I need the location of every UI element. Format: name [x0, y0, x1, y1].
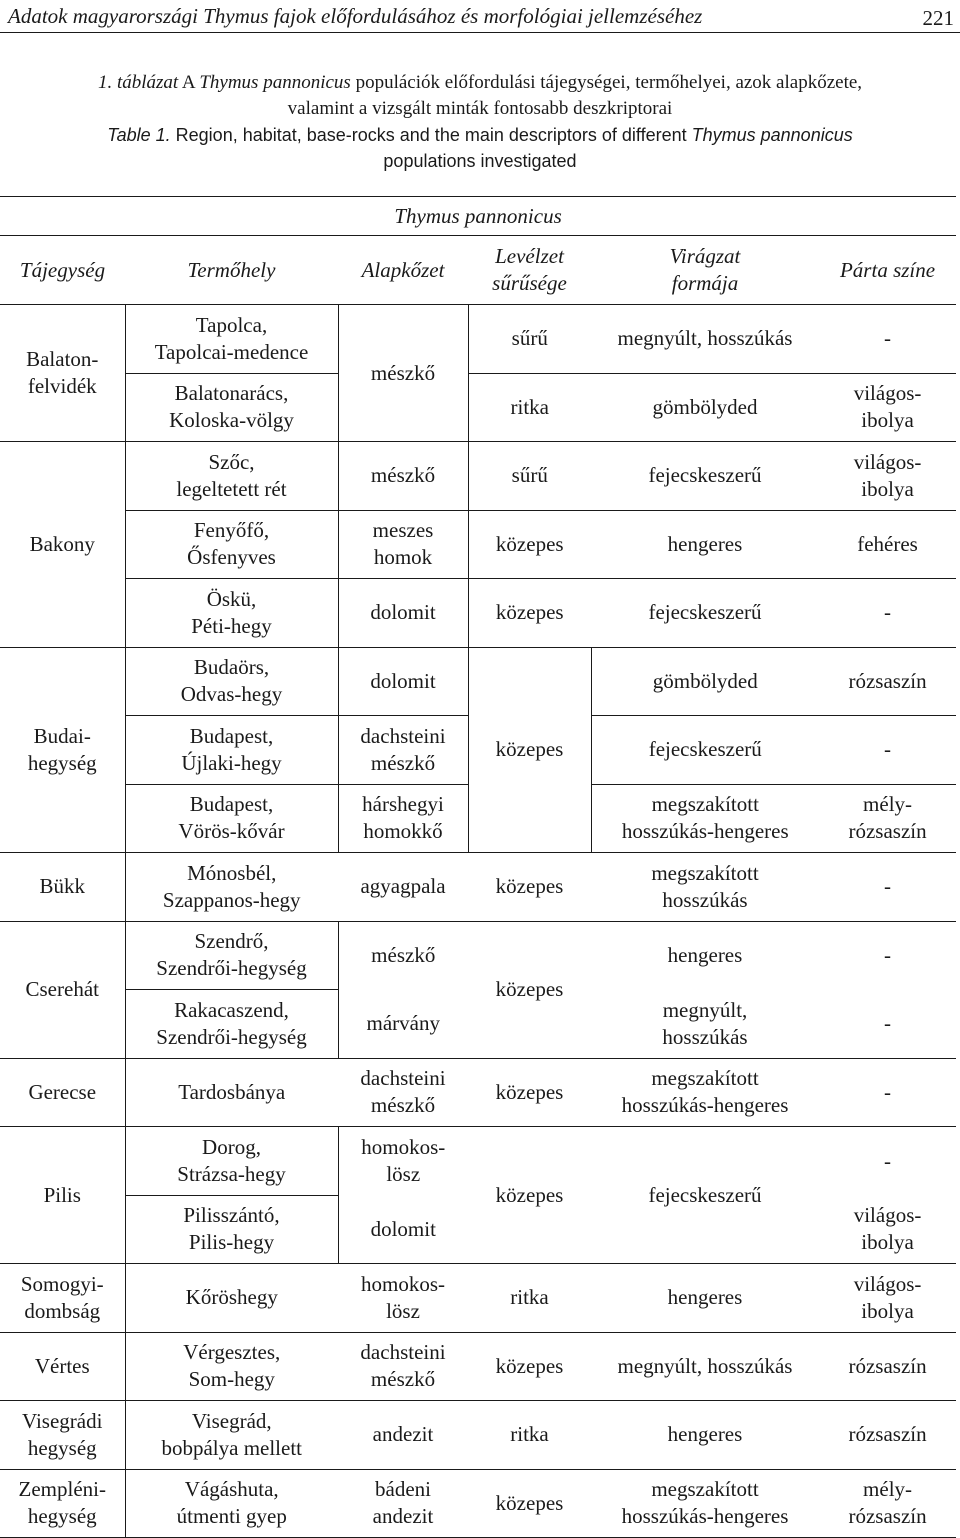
- color-cell: -: [819, 853, 956, 922]
- density-cell: közepes: [468, 1332, 591, 1401]
- region-cell: Pilis: [0, 1127, 125, 1264]
- color-cell: fehéres: [819, 510, 956, 579]
- color-cell: rózsaszín: [819, 1401, 956, 1470]
- density-cell: közepes: [468, 921, 591, 1058]
- rock-cell: dachsteini mészkő: [338, 1332, 468, 1401]
- running-header: [0, 2, 960, 33]
- color-cell: -: [819, 990, 956, 1059]
- inflorescence-cell: hengeres: [591, 1401, 819, 1470]
- inflorescence-cell: megszakított hosszúkás-hengeres: [591, 1058, 819, 1127]
- density-cell: sűrű: [468, 305, 591, 374]
- rock-cell: dachsteini mészkő: [338, 1058, 468, 1127]
- caption-hu-text-1: A: [178, 72, 200, 93]
- table-row: [0, 1469, 956, 1538]
- rock-cell: mészkő: [338, 442, 468, 511]
- table-row: [0, 442, 956, 511]
- species-header-row: [0, 197, 956, 236]
- species-header: Thymus pannonicus: [0, 197, 956, 236]
- habitat-cell: Fenyőfő, Ősfenyves: [125, 510, 338, 579]
- density-cell: közepes: [468, 579, 591, 648]
- color-cell: világos- ibolya: [819, 373, 956, 442]
- rock-cell: dolomit: [338, 647, 468, 716]
- habitat-cell: Mónosbél, Szappanos-hegy: [125, 853, 338, 922]
- habitat-cell: Visegrád, bobpálya mellett: [125, 1401, 338, 1470]
- habitat-cell: Tardosbánya: [125, 1058, 338, 1127]
- region-cell: Gerecse: [0, 1058, 125, 1127]
- region-cell: Cserehát: [0, 921, 125, 1058]
- color-cell: rózsaszín: [819, 1332, 956, 1401]
- inflorescence-cell: megszakított hosszúkás-hengeres: [591, 784, 819, 853]
- rock-cell: homokos- lösz: [338, 1264, 468, 1333]
- table-row: [0, 1264, 956, 1333]
- inflorescence-cell: hengeres: [591, 1264, 819, 1333]
- habitat-cell: Öskü, Péti-hegy: [125, 579, 338, 648]
- table-row: [0, 1332, 956, 1401]
- caption-hu-label: 1. táblázat: [97, 72, 179, 93]
- region-cell: Vértes: [0, 1332, 125, 1401]
- inflorescence-cell: fejecskeszerű: [591, 442, 819, 511]
- rock-cell: hárshegyi homokkő: [338, 784, 468, 853]
- inflorescence-cell: fejecskeszerű: [591, 1127, 819, 1264]
- color-cell: -: [819, 579, 956, 648]
- density-cell: közepes: [468, 647, 591, 853]
- table-row: [0, 853, 956, 922]
- region-cell: Zempléni- hegység: [0, 1469, 125, 1538]
- density-cell: közepes: [468, 1127, 591, 1264]
- table-row: [0, 647, 956, 716]
- table-row: [0, 579, 956, 648]
- col-header-color: Párta színe: [819, 236, 956, 305]
- inflorescence-cell: gömbölyded: [591, 647, 819, 716]
- color-cell: -: [819, 1058, 956, 1127]
- table-row: [0, 921, 956, 990]
- color-cell: világos- ibolya: [819, 1195, 956, 1264]
- density-cell: ritka: [468, 373, 591, 442]
- caption-hu-line2: valamint a vizsgált minták fontosabb deszkriptorai: [287, 98, 673, 119]
- density-cell: közepes: [468, 853, 591, 922]
- color-cell: -: [884, 1148, 892, 1173]
- habitat-cell: Vágáshuta, útmenti gyep: [125, 1469, 338, 1538]
- caption-en-species: Thymus pannonicus: [691, 125, 853, 145]
- habitat-cell: Budapest, Újlaki-hegy: [125, 716, 338, 785]
- color-cell: mély- rózsaszín: [819, 784, 956, 853]
- habitat-cell: Szőc, legeltetett rét: [125, 442, 338, 511]
- inflorescence-cell: megnyúlt, hosszúkás: [591, 990, 819, 1059]
- color-cell: mély- rózsaszín: [819, 1469, 956, 1538]
- region-cell: Bakony: [0, 442, 125, 648]
- habitat-cell: Budaörs, Odvas-hegy: [125, 647, 338, 716]
- inflorescence-cell: megnyúlt, hosszúkás: [591, 305, 819, 374]
- caption-hu-species: Thymus pannonicus: [199, 72, 351, 93]
- table-row: [0, 1127, 956, 1196]
- region-cell: Somogyi- dombság: [0, 1264, 125, 1333]
- color-cell: -: [819, 716, 956, 785]
- col-header-region: Tájegység: [0, 236, 125, 305]
- table-row: [0, 510, 956, 579]
- inflorescence-cell: megnyúlt, hosszúkás: [591, 1332, 819, 1401]
- color-cell: világos- ibolya: [819, 442, 956, 511]
- caption-en-text-1: Region, habitat, base-rocks and the main descriptors of different: [170, 125, 692, 145]
- habitat-cell: Szendrő, Szendrői-hegység: [125, 921, 338, 990]
- rock-cell: mészkő: [338, 921, 468, 990]
- density-cell: közepes: [468, 1469, 591, 1538]
- inflorescence-cell: megszakított hosszúkás: [591, 853, 819, 922]
- table-row: [0, 1401, 956, 1470]
- col-header-rock: Alapkőzet: [338, 236, 468, 305]
- color-cell: -: [884, 943, 892, 967]
- habitat-cell: Pilisszántó, Pilis-hegy: [125, 1195, 338, 1264]
- rock-cell: meszes homok: [338, 510, 468, 579]
- rock-cell: dachsteini mészkő: [338, 716, 468, 785]
- density-cell: ritka: [468, 1401, 591, 1470]
- habitat-cell: Kőröshegy: [125, 1264, 338, 1333]
- density-cell: közepes: [468, 1058, 591, 1127]
- data-table: [0, 196, 956, 1538]
- col-header-inflorescence: Virágzat formája: [591, 236, 819, 305]
- density-cell: sűrű: [468, 442, 591, 511]
- habitat-cell: Dorog, Strázsa-hegy: [125, 1127, 338, 1196]
- color-cell: -: [819, 305, 956, 374]
- region-cell: Visegrádi hegység: [0, 1401, 125, 1470]
- inflorescence-cell: megszakított hosszúkás-hengeres: [591, 1469, 819, 1538]
- table-row: [0, 373, 956, 442]
- column-header-row: [0, 236, 956, 305]
- density-cell: közepes: [468, 510, 591, 579]
- region-cell: Budai- hegység: [0, 647, 125, 853]
- rock-cell: agyagpala: [338, 853, 468, 922]
- region-cell: Bükk: [0, 853, 125, 922]
- table-row: [0, 305, 956, 374]
- col-header-habitat: Termőhely: [125, 236, 338, 305]
- rock-cell: márvány: [338, 990, 468, 1059]
- habitat-cell: Tapolca, Tapolcai-medence: [125, 305, 338, 374]
- page-number: 221: [922, 6, 954, 30]
- habitat-cell: Vérgesztes, Som-hegy: [125, 1332, 338, 1401]
- rock-cell: andezit: [338, 1401, 468, 1470]
- rock-cell: homokos- lösz: [338, 1127, 468, 1196]
- rock-cell: mészkő: [338, 305, 468, 442]
- col-header-density: Levélzet sűrűsége: [468, 236, 591, 305]
- color-cell: rózsaszín: [819, 647, 956, 716]
- habitat-cell: Balatonarács, Koloska-völgy: [125, 373, 338, 442]
- region-cell: Balaton- felvidék: [0, 305, 125, 442]
- caption-hungarian: [0, 70, 960, 122]
- caption-en-line2: populations investigated: [383, 151, 577, 171]
- density-cell: ritka: [468, 1264, 591, 1333]
- habitat-cell: Budapest, Vörös-kővár: [125, 784, 338, 853]
- table-row: [0, 1058, 956, 1127]
- inflorescence-cell: gömbölyded: [591, 373, 819, 442]
- rock-cell: bádeni andezit: [338, 1469, 468, 1538]
- caption-english: [0, 122, 960, 174]
- caption-en-label: Table 1.: [107, 125, 171, 145]
- color-cell: világos- ibolya: [819, 1264, 956, 1333]
- inflorescence-cell: hengeres: [667, 943, 743, 967]
- rock-cell: dolomit: [338, 1195, 468, 1264]
- inflorescence-cell: fejecskeszerű: [591, 579, 819, 648]
- running-title: Adatok magyarországi Thymus fajok előfordulásához és morfológiai jellemzéséhez: [8, 4, 703, 28]
- habitat-cell: Rakacaszend, Szendrői-hegység: [125, 990, 338, 1059]
- caption-hu-text-2: populációk előfordulási tájegységei, termőhelyei, azok alapkőzete,: [350, 72, 863, 93]
- rock-cell: dolomit: [338, 579, 468, 648]
- inflorescence-cell: hengeres: [591, 510, 819, 579]
- inflorescence-cell: fejecskeszerű: [591, 716, 819, 785]
